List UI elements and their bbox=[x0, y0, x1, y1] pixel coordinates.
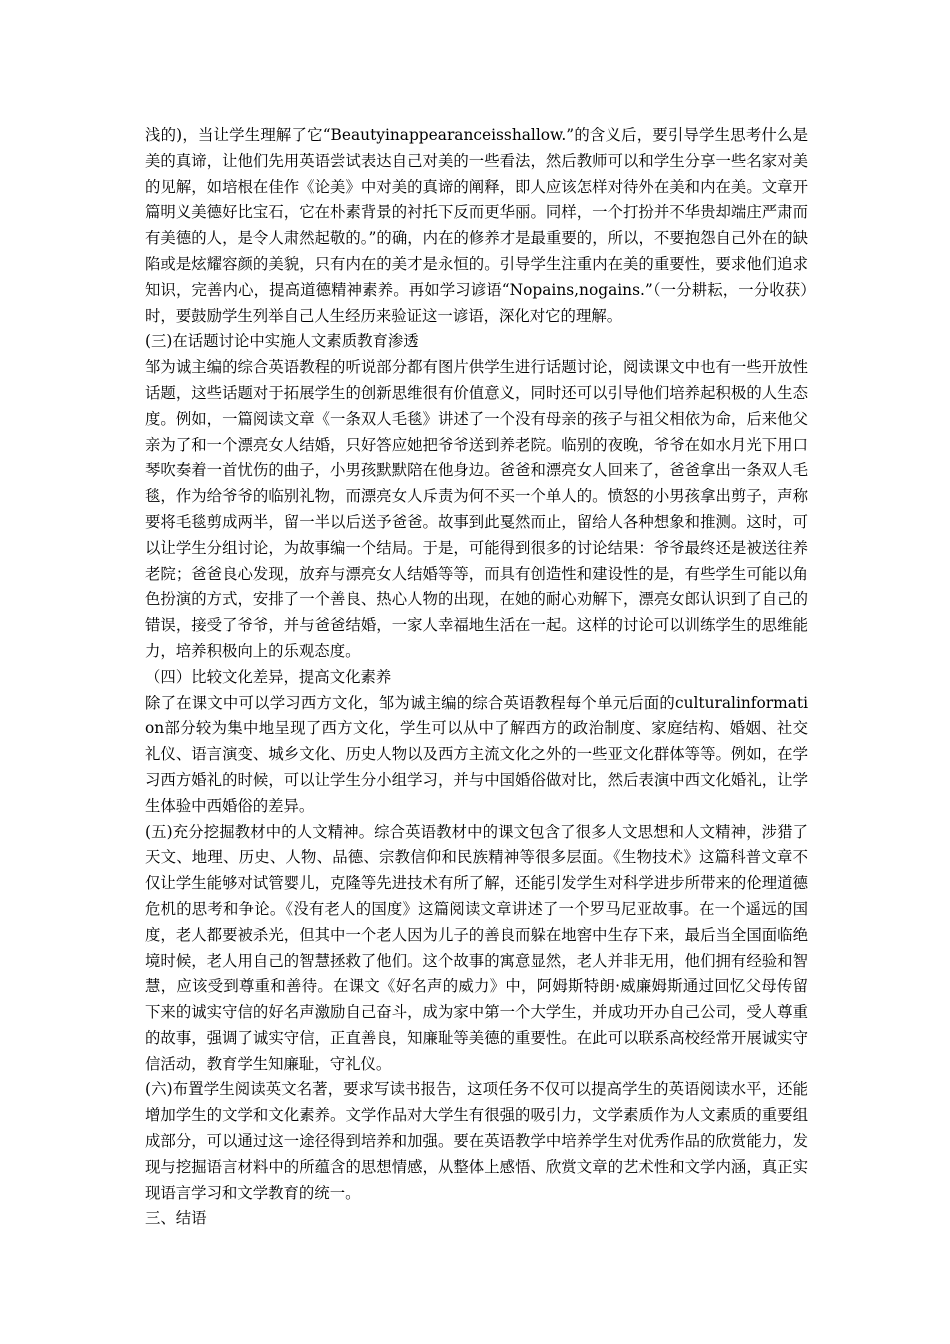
paragraph-blanket-story: 邹为诚主编的综合英语教程的听说部分都有图片供学生进行话题讨论，阅读课文中也有一些开放性话题，这些话题对于拓展学生的创新思维很有价值意义，同时还可以引导他们培养起积极的人生态度。例如，一篇阅读文章《一条双人毛毯》讲述了一个没有母亲的孩子与祖父相依为命，后来他父亲为了和一个漂亮女人结婚，只好答应她把爷爷送到养老院。临别的夜晚，爷爷在如水月光下用口琴吹奏着一首忧伤的曲子，小男孩默默陪在他身边。爸爸和漂亮女人回来了，爸爸拿出一条双人毛毯，作为给爷爷的临别礼物，而漂亮女人斥责为何不买一个单人的。愤怒的小男孩拿出剪子，声称要将毛毯剪成两半，留一半以后送予爸爸。故事到此戛然而止，留给人各种想象和推测。这时，可以让学生分组讨论，为故事编一个结局。于是，可能得到很多的讨论结果：爷爷最终还是被送往养老院；爸爸良心发现，放弃与漂亮女人结婚等等，而具有创造性和建设性的是，有些学生可能以角色扮演的方式，安排了一个善良、热心人物的出现，在她的耐心劝解下，漂亮女郎认识到了自己的错误，接受了爷爷，并与爸爸结婚，一家人幸福地生活在一起。这样的讨论可以训练学生的思维能力，培养积极向上的乐观态度。 bbox=[145, 358, 808, 660]
section-heading-topic-discussion: (三)在话题讨论中实施人文素质教育渗透 bbox=[145, 332, 419, 351]
paragraph-reading-classics: (六)布置学生阅读英文名著，要求写读书报告，这项任务不仅可以提高学生的英语阅读水平，还能增加学生的文学和文化素养。文学作品对大学生有很强的吸引力，文学素质作为人文素质的重要组成部分，可以通过这一途径得到培养和加强。要在英语教学中培养学生对优秀作品的欣赏能力，发现与挖掘语言材料中的所蕴含的思想情感，从整体上感悟、欣赏文章的艺术性和文学内涵，真正实现语言学习和文学教育的统一。 bbox=[145, 1080, 808, 1202]
document-body bbox=[145, 123, 808, 1232]
paragraph-humanistic-spirit: (五)充分挖掘教材中的人文精神。综合英语教材中的课文包含了很多人文思想和人文精神，涉猎了天文、地理、历史、人物、品德、宗教信仰和民族精神等很多层面。《生物技术》这篇科普文章不仅让学生能够对试管婴儿，克隆等先进技术有所了解，还能引发学生对科学进步所带来的伦理道德危机的思考和争论。《没有老人的国度》这篇阅读文章讲述了一个罗马尼亚故事。在一个遥远的国度，老人都要被杀光，但其中一个老人因为儿子的善良而躲在地窖中生存下来，最后当全国面临绝境时候，老人用自己的智慧拯救了他们。这个故事的寓意显然，老人并非无用，他们拥有经验和智慧，应该受到尊重和善待。在课文《好名声的威力》中，阿姆斯特朗·威廉姆斯通过回忆父母传留下来的诚实守信的好名声激励自己奋斗，成为家中第一个大学生，并成功开办自己公司，受人尊重的故事，强调了诚实守信，正直善良，知廉耻等美德的重要性。在此可以联系高校经常开展诚实守信活动，教育学生知廉耻，守礼仪。 bbox=[145, 822, 808, 1073]
paragraph-beauty-discussion: 浅的)，当让学生理解了它“Beautyinappearanceisshallow.”的含义后，要引导学生思考什么是美的真谛，让他们先用英语尝试表达自己对美的一些看法，然后教师可以和学生分享一些名家对美的见解，如培根在佳作《论美》中对美的真谛的阐释，即人应该怎样对待外在美和内在美。文章开篇明义美德好比宝石，它在朴素背景的衬托下反而更华丽。同样，一个打扮并不华贵却端庄严肃而有美德的人，是令人肃然起敬的。”的确，内在的修养才是最重要的，所以，不要抱怨自己外在的缺陷或是炫耀容颜的美貌，只有内在的美才是永恒的。引导学生注重内在美的重要性，要求他们追求知识，完善内心，提高道德精神素养。再如学习谚语“Nopains,nogains.”（一分耕耘，一分收获）时，要鼓励学生列举自己人生经历来验证这一谚语，深化对它的理解。 bbox=[145, 126, 808, 325]
paragraph-western-culture: 除了在课文中可以学习西方文化，邹为诚主编的综合英语教程每个单元后面的culturalinformation部分较为集中地呈现了西方文化，学生可以从中了解西方的政治制度、家庭结构、婚姻、社交礼仪、语言演变、城乡文化、历史人物以及西方主流文化之外的一些亚文化群体等等。例如，在学习西方婚礼的时候，可以让学生分小组学习，并与中国婚俗做对比，然后表演中西文化婚礼，让学生体验中西婚俗的差异。 bbox=[145, 693, 808, 815]
section-heading-cultural-difference: （四）比较文化差异，提高文化素养 bbox=[145, 667, 392, 686]
section-heading-conclusion: 三、结语 bbox=[145, 1209, 207, 1228]
